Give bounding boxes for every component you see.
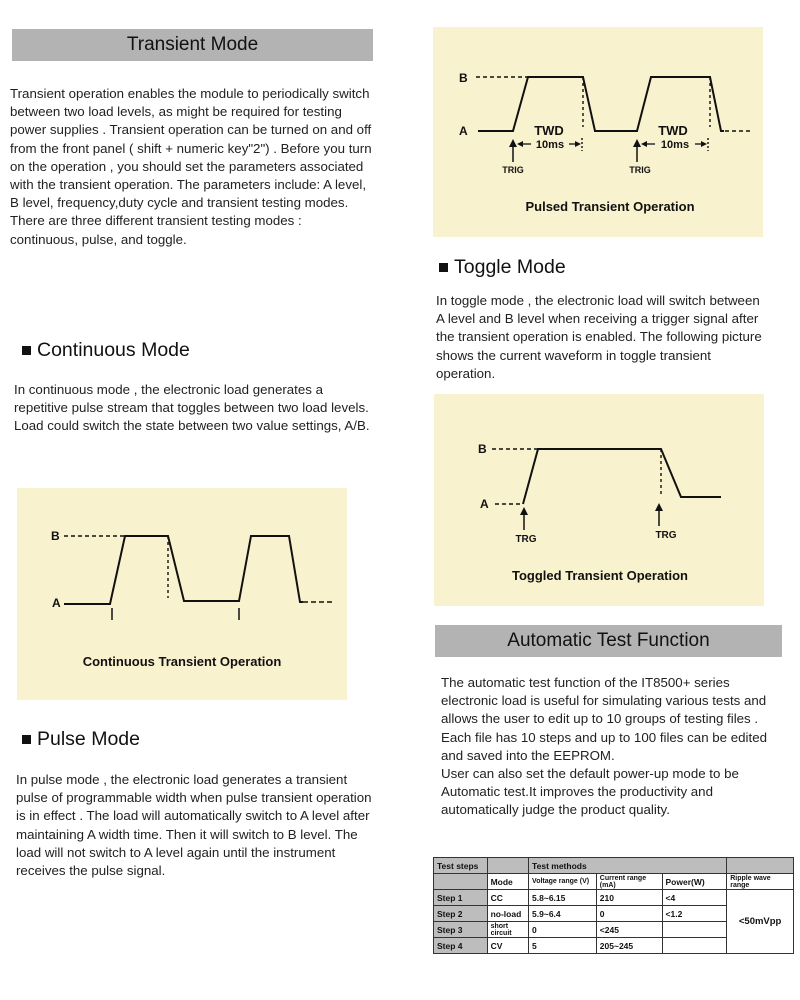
toggle-waveform bbox=[434, 394, 764, 606]
toggle-trg-label-1: TRG bbox=[515, 534, 537, 545]
table-row bbox=[434, 890, 794, 906]
transient-mode-text: Transient operation enables the module to periodically switch between two load levels, as might be required for testing power supplies . Transient operation can be turned on and off from the front panel ( shift + numeric key"2") . Before you turn on the operation , you should set the parameters associated with the transient operation. The parameters include: A level, B level, frequency,duty cycle and transient testing modes. There are three different transient testing modes : continuous, pulse, and toggle. bbox=[10, 86, 372, 247]
pulse-a-label: A bbox=[459, 124, 468, 138]
toggle-trg-label-2: TRG bbox=[655, 530, 677, 541]
header-test-steps: Test steps bbox=[434, 858, 488, 874]
continuous-b-label: B bbox=[51, 529, 60, 543]
ripple-value-cell: <50mVpp bbox=[727, 890, 794, 954]
pulse-trig-label-2: TRIG bbox=[629, 165, 651, 175]
step-cell: Step 4 bbox=[434, 938, 488, 954]
voltage-cell: 5.8~6.15 bbox=[529, 890, 597, 906]
pulse-b-label: B bbox=[459, 71, 468, 85]
continuous-caption: Continuous Transient Operation bbox=[82, 654, 282, 669]
table-subheader-row bbox=[434, 874, 794, 890]
mode-cell: no-load bbox=[487, 906, 528, 922]
automatic-test-title-band bbox=[435, 625, 782, 657]
header-mode: Mode bbox=[487, 874, 528, 890]
current-cell: 205~245 bbox=[596, 938, 662, 954]
current-cell: 210 bbox=[596, 890, 662, 906]
header-ripple: Ripple wave range bbox=[727, 874, 794, 890]
header-test-methods: Test methods bbox=[529, 858, 727, 874]
header-current: Current range (mA) bbox=[596, 874, 662, 890]
toggle-figure bbox=[434, 394, 764, 606]
power-cell bbox=[662, 922, 727, 938]
pulse-waveform bbox=[433, 27, 763, 237]
pulse-trig-label-1: TRIG bbox=[502, 165, 524, 175]
toggle-mode-text: In toggle mode , the electronic load will switch between A level and B level when receiving a trigger signal after the transient operation is enabled. The following picture shows the current waveform in toggle transient operation. bbox=[436, 293, 762, 381]
mode-cell: CV bbox=[487, 938, 528, 954]
voltage-cell: 0 bbox=[529, 922, 597, 938]
power-cell: <1.2 bbox=[662, 906, 727, 922]
header-power: Power(W) bbox=[662, 874, 727, 890]
square-bullet-icon bbox=[22, 735, 31, 744]
continuous-mode-title: Continuous Mode bbox=[37, 338, 190, 361]
automatic-test-text-1: The automatic test function of the IT8500+ series electronic load is useful for simulating various tests and allows the user to edit up to 10 groups of testing files . Each file has 10 steps and up to 100 files can be edited and saved into the EEPROM. bbox=[441, 675, 768, 763]
continuous-waveform bbox=[17, 488, 347, 700]
current-cell: 0 bbox=[596, 906, 662, 922]
toggle-mode-title: Toggle Mode bbox=[454, 255, 566, 278]
continuous-figure bbox=[17, 488, 347, 700]
continuous-mode-text: In continuous mode , the electronic load generates a repetitive pulse stream that toggles between two load levels. Load could switch the state between two value settings, A/B. bbox=[14, 382, 370, 434]
automatic-test-title: Automatic Test Function bbox=[507, 630, 710, 651]
transient-mode-title-band bbox=[12, 29, 373, 61]
pulse-mode-heading bbox=[22, 726, 362, 752]
square-bullet-icon bbox=[22, 346, 31, 355]
power-cell: <4 bbox=[662, 890, 727, 906]
pulse-caption: Pulsed Transient Operation bbox=[525, 199, 695, 214]
continuous-a-label: A bbox=[52, 596, 61, 610]
toggle-mode-heading bbox=[439, 254, 769, 280]
pulse-twd-label-1: TWD bbox=[534, 123, 564, 138]
pulse-mode-title: Pulse Mode bbox=[37, 727, 140, 750]
automatic-test-text bbox=[441, 674, 771, 820]
pulse-ms-label-2: 10ms bbox=[660, 139, 690, 151]
step-cell: Step 2 bbox=[434, 906, 488, 922]
test-steps-table bbox=[433, 857, 794, 954]
voltage-cell: 5.9~6.4 bbox=[529, 906, 597, 922]
voltage-cell: 5 bbox=[529, 938, 597, 954]
table-header-row bbox=[434, 858, 794, 874]
mode-cell: short circuit bbox=[487, 922, 528, 938]
mode-cell: CC bbox=[487, 890, 528, 906]
continuous-mode-heading bbox=[22, 337, 362, 363]
step-cell: Step 1 bbox=[434, 890, 488, 906]
toggle-caption: Toggled Transient Operation bbox=[512, 568, 688, 583]
pulse-mode-text: In pulse mode , the electronic load generates a transient pulse of programmable width when pulse transient operation is in effect . The load will automatically switch to A level after maintaining A width time. Then it will switch to B level. The load will not switch to A level again until the instrument receives the pulse signal. bbox=[16, 772, 372, 879]
power-cell bbox=[662, 938, 727, 954]
current-cell: <245 bbox=[596, 922, 662, 938]
step-cell: Step 3 bbox=[434, 922, 488, 938]
pulse-ms-label-1: 10ms bbox=[535, 139, 565, 151]
toggle-a-label: A bbox=[480, 497, 489, 511]
header-voltage: Voltage range (V) bbox=[529, 874, 597, 890]
pulse-twd-label-2: TWD bbox=[658, 123, 688, 138]
toggle-b-label: B bbox=[478, 442, 487, 456]
transient-mode-title: Transient Mode bbox=[126, 34, 259, 55]
automatic-test-text-2: User can also set the default power-up mode to be Automatic test.It improves the productivity and automatically judge the product quality. bbox=[441, 766, 739, 818]
pulse-figure bbox=[433, 27, 763, 237]
square-bullet-icon bbox=[439, 263, 448, 272]
